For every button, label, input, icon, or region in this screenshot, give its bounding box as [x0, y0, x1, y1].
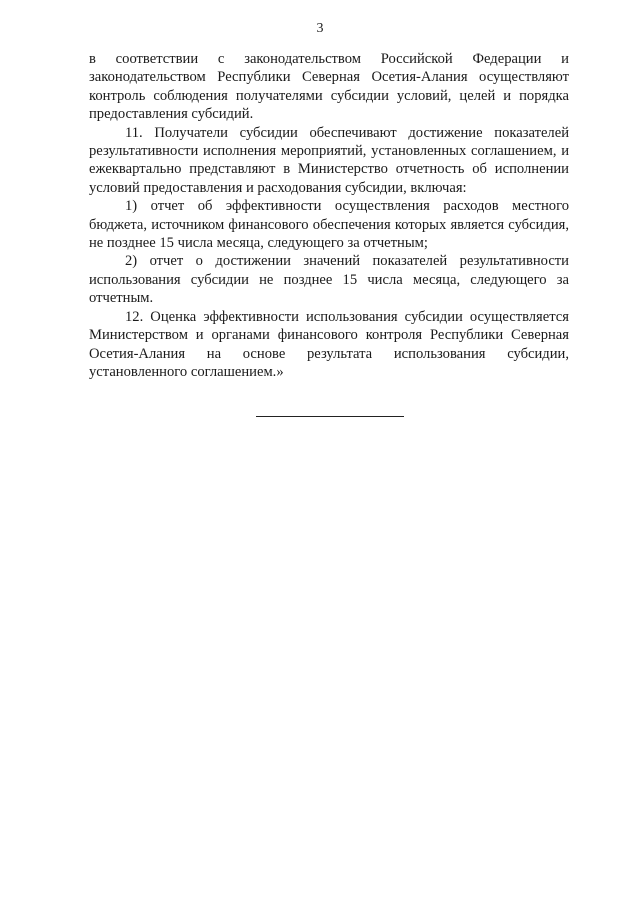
- end-of-document-rule: [256, 416, 404, 417]
- paragraph-item-12: 12. Оценка эффективности использования субсидии осуществляется Министерством и органами финансового контроля Республики Северная Осетия-Алания на основе результата использования субсидии, установленного соглашением.»: [89, 308, 569, 380]
- page-number: 3: [316, 21, 324, 36]
- paragraph-item-11: 11. Получатели субсидии обеспечивают достижение показателей результативности исполнения мероприятий, установленных соглашением, и ежеквартально представляют в Министерство отчетность об исполнении условий предоставления и расходования субсидии, включая:: [89, 124, 569, 196]
- document-body: [89, 50, 569, 381]
- paragraph-subitem-1: 1) отчет об эффективности осуществления расходов местного бюджета, источником финансового обеспечения которых является субсидия, не позднее 15 числа месяца, следующего за отчетным;: [89, 198, 569, 252]
- paragraph-subitem-2: 2) отчет о достижении значений показателей результативности использования субсидии не позднее 15 числа месяца, следующего за отчетным.: [89, 253, 569, 307]
- paragraph-continuation: в соответствии с законодательством Российской Федерации и законодательством Республики Северная Осетия-Алания осуществляют контроль соблюдения получателями субсидии условий, целей и порядка предоставления субсидий.: [89, 51, 569, 123]
